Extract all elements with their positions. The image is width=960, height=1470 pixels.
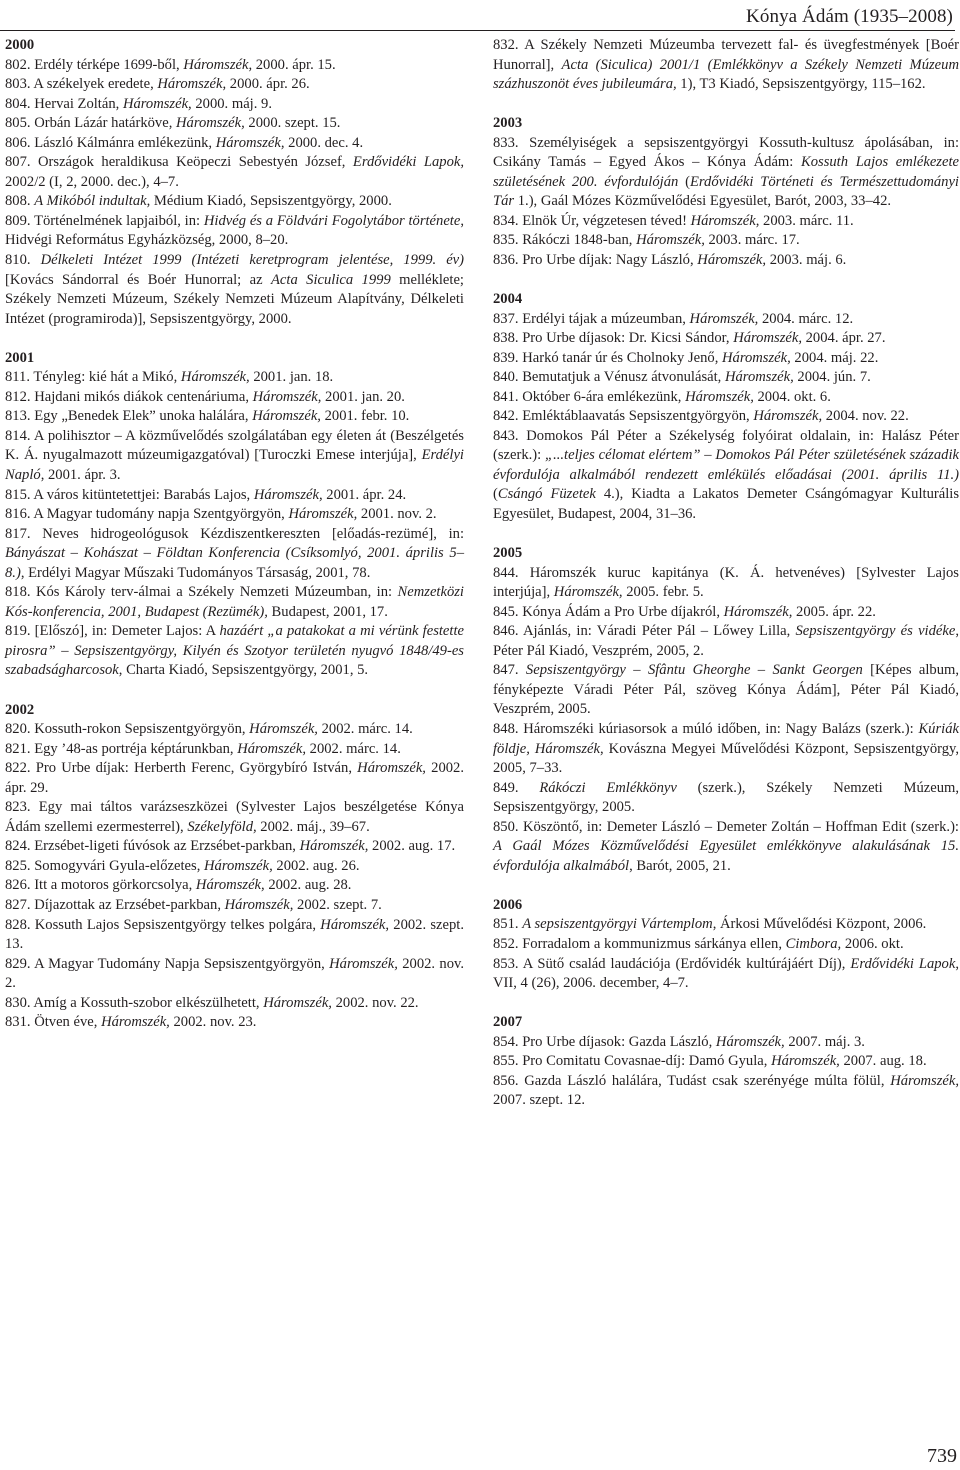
bibliography-entry: [493, 915, 959, 935]
entry-text: 2003. márc. 11.: [759, 212, 854, 229]
bibliography-entry: [5, 407, 464, 427]
bibliography-entry: [5, 759, 464, 798]
bibliography-entry: [5, 740, 464, 760]
entry-title-italic: Háromszék,: [357, 760, 426, 777]
entry-text: 827. Díjazottak az Erzsébet-parkban,: [5, 896, 225, 913]
entry-title-italic: Háromszék,: [180, 369, 250, 386]
year-heading: 2001: [5, 349, 35, 366]
entry-title-italic: Háromszék,: [215, 134, 285, 151]
entry-title-italic: Erdélyi Napló: [5, 447, 464, 483]
entry-title-italic: Délkeleti Intézet 1999 (Intézeti keretprogram jelentése, 1999. év): [40, 252, 465, 269]
entry-text: 2002. máj., 39–67.: [256, 818, 370, 835]
entry-text: 2003. márc. 17.: [704, 232, 800, 249]
bibliography-entry: [5, 95, 464, 115]
entry-title-italic: Háromszék,: [263, 994, 332, 1011]
entry-text: 816. A Magyar tudomány napja Szentgyörgyön,: [5, 506, 289, 523]
year-heading: 2005: [493, 545, 523, 562]
entry-title-italic: Háromszék,: [771, 1053, 840, 1070]
entry-title-italic: Háromszék,: [122, 95, 192, 112]
bibliography-entry: [5, 75, 464, 95]
entry-title-italic: Háromszék,: [723, 603, 793, 620]
entry-text: 826. Itt a motoros görkorcsolya,: [5, 877, 196, 894]
entry-text: 855. Pro Comitatu Covasnae-díj: Damó Gyula,: [493, 1053, 772, 1070]
bibliography-entry: [5, 388, 464, 408]
entry-text: Médium Kiadó, Sepsiszentgyörgy, 2000.: [150, 193, 392, 210]
bibliography-entry: [5, 720, 464, 740]
entry-title-italic: Háromszék,: [249, 721, 318, 738]
entry-title-italic: Csángó Füzetek: [497, 486, 596, 503]
entry-text: 2007. szept. 12.: [493, 1092, 586, 1109]
entry-text: 848. Háromszéki kúriasorsok a múló időben, in: Nagy Balázs (szerk.):: [493, 721, 919, 737]
entry-text: Budapest, 2001, 17.: [267, 603, 388, 620]
entry-text: , VII, 4 (26), 2006. december, 4–7.: [493, 955, 959, 992]
year-section: [5, 36, 464, 329]
entry-text: 839. Harkó tanár úr és Cholnoky Jenő,: [493, 349, 722, 366]
entry-text: 804. Hervai Zoltán,: [5, 95, 123, 112]
entry-title-italic: A Mikóból indultak,: [34, 193, 151, 210]
entry-text: 2002. nov. 22.: [331, 994, 419, 1011]
entry-text: 814. A polihisztor – A közművelődés szolgálatában egy életen át (Beszélgetés K. Á. nyugalmazott múzeumigazgatóval) [Turoczki Emese interjúja],: [5, 427, 464, 464]
entry-text: , Erdélyi Magyar Műszaki Tudományos Társaság, 2001, 78.: [20, 564, 371, 581]
entry-text: 812. Hajdani mikós diákok centenáriuma,: [5, 388, 253, 405]
bibliography-entry: [493, 427, 959, 525]
entry-text: 830. Amíg a Kossuth-szobor elkészülhetett,: [5, 994, 264, 1011]
entry-text: 2007. aug. 18.: [839, 1053, 927, 1070]
year-section: [5, 349, 464, 681]
bibliography-entry: [493, 818, 959, 877]
entry-text: 2004. ápr. 27.: [801, 330, 886, 347]
entry-title-italic: Háromszék,: [157, 76, 227, 93]
entry-title-italic: Háromszék,: [329, 955, 398, 972]
entry-text: 843. Domokos Pál Péter a Székelység folyóirat oldalain, in: Halász Péter (szerk.):: [493, 427, 959, 464]
bibliography-entry: [5, 525, 464, 584]
entry-text: 2002. aug. 17.: [368, 838, 456, 855]
bibliography-entry: [5, 583, 464, 622]
bibliography-entry: [5, 486, 464, 506]
entry-title-italic: Erdővidéki Történeti és Természettudományi Tár: [493, 173, 959, 210]
running-header: [0, 4, 955, 31]
entry-text: 821. Egy ’48-as portréja képtárunkban,: [5, 740, 238, 757]
entry-title-italic: hazáért „a patakokat a mi vérünk festette pirosra” – Sepsiszentgyörgy, Kilyén és Szotyor területén nyugvó 1848/49-es szabadságharcosok: [5, 623, 464, 679]
entry-title-italic: Háromszék,: [690, 212, 760, 229]
entry-text: 2007. máj. 3.: [784, 1033, 865, 1050]
entry-text: 824. Erzsébet-ligeti fúvósok az Erzsébet-parkban,: [5, 838, 300, 855]
entry-title-italic: Háromszék,: [733, 330, 802, 347]
entry-text: 2004. okt. 6.: [753, 388, 831, 405]
entry-text: 842. Emléktáblaavatás Sepsiszentgyörgyön,: [493, 408, 754, 425]
entry-title-italic: Háromszék,: [715, 1033, 785, 1050]
bibliography-entry: [493, 407, 959, 427]
entry-title-italic: Háromszék,: [697, 251, 767, 268]
entry-title-italic: Háromszék,: [237, 740, 306, 757]
entry-text: , Hidvégi Református Egyházközség, 2000, 8–20.: [5, 212, 464, 249]
entry-text: 803. A székelyek eredete,: [5, 76, 158, 93]
bibliography-entry: [5, 876, 464, 896]
entry-text: 2004. máj. 22.: [790, 349, 879, 366]
entry-text: 829. A Magyar Tudomány Napja Sepsiszentgyörgyön,: [5, 955, 330, 972]
entry-text: 811. Tényleg: kié hát a Mikó,: [5, 369, 181, 386]
entry-text: 809. Történelmének lapjaiból, in:: [5, 212, 204, 229]
entry-title-italic: Háromszék,: [252, 388, 322, 405]
entry-title-italic: Háromszék,: [685, 388, 754, 405]
entry-text: 828. Kossuth Lajos Sepsiszentgyörgy telkes polgára,: [5, 916, 321, 933]
year-heading: 2006: [493, 896, 523, 913]
year-section: [493, 36, 959, 95]
entry-text: [Képes album, fényképezte Váradi Péter Pál, szöveg Kónya Ádám], Péter Pál Kiadó, Veszprém, 2005.: [493, 662, 959, 718]
bibliography-entry: [493, 661, 959, 720]
bibliography-entry: [5, 427, 464, 486]
bibliography-entry: [5, 212, 464, 251]
entry-text: 853. A Sütő család laudációja (Erdővidék kultúrájáért Díj),: [493, 955, 851, 972]
entry-text: , 2001. ápr. 3.: [40, 466, 121, 483]
entry-title-italic: Háromszék,: [753, 408, 823, 425]
entry-title-italic: Háromszék,: [252, 408, 321, 425]
year-section: [493, 290, 959, 525]
entry-text: 2000. máj. 9.: [191, 95, 272, 112]
entry-text: 2001. nov. 2.: [357, 506, 437, 523]
entry-text: 2002. nov. 23.: [169, 1014, 257, 1031]
entry-text: 2001. febr. 10.: [320, 408, 410, 425]
left-column: [5, 36, 464, 1052]
entry-text: 807. Országok heraldikusa Keöpeczi Sebestyén József,: [5, 154, 353, 171]
bibliography-entry: [5, 505, 464, 525]
entry-title-italic: Bányászat – Kohászat – Földtan Konferencia (Csíksomlyó, 2001. április 5–8.): [5, 545, 464, 581]
entry-text: 802. Erdély térképe 1699-ből,: [5, 56, 184, 73]
bibliography-entry: [493, 134, 959, 212]
bibliography-entry: [5, 56, 464, 76]
bibliography-entry: [493, 622, 959, 661]
entry-title-italic: Háromszék,: [101, 1014, 170, 1031]
bibliography-entry: [493, 720, 959, 779]
bibliography-entry: [493, 564, 959, 603]
entry-title-italic: Háromszék,: [890, 1072, 959, 1089]
entry-title-italic: Kúriák földje, Háromszék: [493, 721, 959, 757]
entry-text: 840. Bemutatjuk a Vénusz átvonulását,: [493, 369, 725, 386]
entry-text: 847.: [493, 662, 526, 679]
entry-title-italic: Székelyföld,: [187, 818, 257, 835]
entry-text: 4.), Kiadta a Lakatos Demeter Csángómagyar Kulturális Egyesület, Budapest, 2004, 31–36.: [493, 486, 959, 523]
page-number: 739: [927, 1445, 957, 1467]
year-section: [493, 544, 959, 876]
bibliography-entry: [5, 153, 464, 192]
entry-text: , Kovászna Megyei Művelődési Központ, Sepsiszentgyörgy, 2005, 7–33.: [493, 740, 960, 777]
entry-text: , Péter Pál Kiadó, Veszprém, 2005, 2.: [493, 623, 959, 659]
bibliography-entry: [493, 231, 959, 251]
entry-title-italic: Cimbora,: [785, 935, 842, 952]
bibliography-entry: [5, 1013, 464, 1033]
entry-text: 2002. szept. 13.: [5, 916, 464, 953]
bibliography-entry: [493, 368, 959, 388]
entry-title-italic: Háromszék,: [288, 506, 358, 523]
entry-text: melléklete; Székely Nemzeti Múzeum, Székely Nemzeti Múzeum Alapítvány, Délkeleti Intézet (programiroda)], Sepsiszentgyörgy, 2000.: [5, 271, 464, 327]
entry-title-italic: A Gaál Mózes Közművelődési Egyesület emlékkönyve alakulásának 15. évfordulója alkalmából: [493, 838, 959, 874]
entry-text: 846. Ajánlás, in: Váradi Péter Pál – Lőwey Lilla,: [493, 623, 796, 640]
entry-text: 2002. aug. 26.: [272, 857, 360, 874]
entry-text: 2004. nov. 22.: [822, 408, 909, 425]
entry-text: 806. László Kálmánra emlékezünk,: [5, 134, 216, 151]
year-section: [5, 701, 464, 1033]
entry-text: 835. Rákóczi 1848-ban,: [493, 232, 637, 249]
entry-title-italic: „...teljes célomat elértem” – Domokos Pál Péter születésének századik évfordulója alkalmából rendezett emlékülés előadásai (2001. április 11.): [493, 447, 959, 483]
bibliography-entry: [5, 798, 464, 837]
year-section: [493, 1013, 959, 1111]
entry-text: 2000. ápr. 15.: [252, 56, 336, 73]
entry-text: 844. Háromszék kuruc kapitánya (K. Á. hetvenéves) [Sylvester Lajos interjúja],: [493, 564, 959, 601]
bibliography-entry: [493, 1052, 959, 1072]
entry-text: 2002. aug. 28.: [264, 877, 352, 894]
year-heading: 2004: [493, 291, 523, 308]
entry-text: 2002. nov. 2.: [5, 955, 464, 992]
bibliography-entry: [5, 192, 464, 212]
entry-text: 854. Pro Urbe díjasok: Gazda László,: [493, 1033, 716, 1050]
entry-text: 837. Erdélyi tájak a múzeumban,: [493, 310, 690, 327]
entry-text: 825. Somogyvári Gyula-előzetes,: [5, 857, 204, 874]
entry-title-italic: Háromszék,: [195, 877, 265, 894]
bibliography-entry: [493, 603, 959, 623]
entry-text: 810.: [5, 252, 41, 269]
entry-title-italic: Háromszék,: [724, 369, 794, 386]
entry-text: 2002. márc. 14.: [306, 740, 401, 757]
entry-text: 838. Pro Urbe díjasok: Dr. Kicsi Sándor,: [493, 330, 734, 347]
bibliography-entry: [5, 994, 464, 1014]
bibliography-entry: [493, 310, 959, 330]
bibliography-entry: [493, 955, 959, 994]
year-heading: 2007: [493, 1014, 523, 1031]
entry-text: 836. Pro Urbe díjak: Nagy László,: [493, 251, 698, 268]
entry-text: 2000. ápr. 26.: [226, 76, 310, 93]
entry-text: 2005. ápr. 22.: [792, 603, 876, 620]
entry-text: 2002. márc. 14.: [317, 721, 413, 738]
entry-title-italic: Háromszék,: [722, 349, 791, 366]
entry-title-italic: Kossuth Lajos emlékezete születésének 200. évfordulóján: [493, 154, 959, 190]
entry-title-italic: Háromszék,: [320, 916, 390, 933]
entry-text: 2002. ápr. 29.: [5, 760, 464, 796]
entry-text: 820. Kossuth-rokon Sepsiszentgyörgyön,: [5, 721, 250, 738]
entry-text: 832. A Székely Nemzeti Múzeumba tervezett fal- és üvegfestmények [Boér Hunorral],: [493, 37, 959, 73]
entry-text: 823. Egy mai táltos varázseszközei (Sylvester Lajos beszélgetése Kónya Ádám szellemi ezermesterrel),: [5, 799, 464, 835]
bibliography-entry: [5, 837, 464, 857]
bibliography-entry: [5, 114, 464, 134]
entry-text: 834. Elnök Úr, végzetesen téved!: [493, 212, 691, 229]
entry-title-italic: Háromszék,: [689, 310, 759, 327]
bibliography-entry: [493, 388, 959, 408]
bibliography-entry: [5, 251, 464, 329]
entry-text: 808.: [5, 193, 35, 210]
entry-text: 2002/2 (I, 2, 2000. dec.), 4–7.: [5, 173, 179, 190]
bibliography-entry: [5, 622, 464, 681]
entry-text: 856. Gazda László halálára, Tudást csak szerényége múlta fölül,: [493, 1072, 891, 1089]
entry-text: 1.), Gaál Mózes Közművelődési Egyesület, Barót, 2003, 33–42.: [514, 193, 892, 210]
bibliography-entry: [493, 329, 959, 349]
entry-text: , Árkosi Művelődési Központ, 2006.: [712, 916, 927, 933]
entry-title-italic: Háromszék,: [224, 896, 294, 913]
entry-title-italic: Háromszék,: [299, 838, 369, 855]
entry-text: (: [493, 486, 498, 503]
entry-title-italic: Sepsiszentgyörgy – Sfântu Gheorghe – Sankt Georgen: [525, 662, 863, 679]
entry-text: 805. Orbán Lázár határköve,: [5, 115, 176, 132]
entry-text: 2001. jan. 18.: [249, 369, 334, 386]
entry-text: 1), T3 Kiadó, Sepsiszentgyörgy, 115–162.: [676, 76, 926, 93]
bibliography-entry: [5, 955, 464, 994]
entry-title-italic: Háromszék,: [176, 115, 245, 132]
entry-title-italic: Háromszék,: [636, 232, 705, 249]
entry-text: 2006. okt.: [841, 935, 904, 952]
entry-text: (: [678, 173, 690, 190]
bibliography-entry: [493, 349, 959, 369]
entry-text: 849.: [493, 779, 540, 796]
bibliography-entry: [493, 779, 959, 818]
year-section: [493, 114, 959, 270]
entry-title-italic: Háromszék,: [183, 56, 253, 73]
entry-text: 2001. jan. 20.: [321, 388, 405, 405]
entry-title-italic: Rákóczi Emlékkönyv: [539, 779, 677, 796]
entry-text: 2000. szept. 15.: [244, 115, 341, 132]
bibliography-entry: [493, 1033, 959, 1053]
year-section: [493, 896, 959, 994]
bibliography-entry: [5, 857, 464, 877]
bibliography-entry: [493, 1072, 959, 1111]
bibliography-entry: [5, 134, 464, 154]
bibliography-entry: [493, 36, 959, 95]
entry-text: 822. Pro Urbe díjak: Herberth Ferenc, Györgybíró István,: [5, 760, 358, 777]
entry-title-italic: Acta Siculica 1999: [271, 271, 391, 288]
entry-title-italic: Háromszék,: [253, 486, 323, 503]
entry-text: 819. [Előszó], in: Demeter Lajos: A: [5, 623, 220, 640]
entry-text: 851.: [493, 916, 523, 933]
year-heading: 2003: [493, 115, 523, 132]
bibliography-entry: [5, 916, 464, 955]
entry-text: , Charta Kiadó, Sepsiszentgyörgy, 2001, 5.: [118, 662, 369, 679]
entry-text: 2001. ápr. 24.: [322, 486, 407, 503]
entry-text: 852. Forradalom a kommunizmus sárkánya ellen,: [493, 935, 786, 952]
entry-text: 818. Kós Károly terv-álmai a Székely Nemzeti Múzeumban, in:: [5, 584, 398, 601]
entry-title-italic: Háromszék,: [204, 857, 273, 874]
entry-text: 850. Köszöntő, in: Demeter László – Demeter Zoltán – Hoffman Edit (szerk.):: [493, 818, 959, 835]
right-column: [493, 36, 959, 1130]
entry-title-italic: Háromszék,: [553, 584, 623, 601]
entry-title-italic: A sepsiszentgyörgyi Vártemplom: [522, 916, 713, 933]
bibliography-entry: [493, 251, 959, 271]
entry-text: 2004. jún. 7.: [793, 369, 871, 386]
entry-text: (szerk.), Székely Nemzeti Múzeum, Sepsiszentgyörgy, 2005.: [493, 779, 960, 816]
entry-text: 841. Október 6-ára emlékezünk,: [493, 388, 686, 405]
entry-text: 2003. máj. 6.: [766, 251, 847, 268]
bibliography-entry: [5, 368, 464, 388]
year-heading: 2002: [5, 701, 35, 718]
entry-title-italic: Acta (Siculica) 2001/1 (Emlékkönyv a Székely Nemzeti Múzeum százhuszonöt éves jubileumára,: [493, 56, 959, 93]
entry-text: 831. Ötven éve,: [5, 1014, 102, 1031]
entry-text: 2000. dec. 4.: [284, 134, 364, 151]
entry-text: [Kovács Sándorral és Boér Hunorral; az: [5, 271, 271, 288]
entry-text: 845. Kónya Ádám a Pro Urbe díjakról,: [493, 603, 724, 620]
year-heading: 2000: [5, 37, 35, 53]
entry-text: 2004. márc. 12.: [758, 310, 854, 327]
bibliography-entry: [493, 212, 959, 232]
entry-title-italic: Hidvég és a Földvári Fogolytábor története: [203, 212, 461, 229]
entry-text: 2002. szept. 7.: [293, 896, 382, 913]
header-title: Kónya Ádám (1935–2008): [746, 6, 953, 27]
entry-text: 813. Egy „Benedek Elek” unoka halálára,: [5, 408, 253, 425]
entry-title-italic: Nemzetközi Kós-konferencia, 2001, Budapest (Rezümék),: [5, 584, 464, 620]
entry-title-italic: Sepsiszentgyörgy és vidéke: [795, 623, 956, 640]
entry-text: 833. Személyiségek a sepsiszentgyörgyi Kossuth-kultusz ápolásában, in: Csikány Tamás – Egyed Ákos – Kónya Ádám:: [493, 134, 959, 171]
entry-text: 815. A város kitüntetettjei: Barabás Lajos,: [5, 486, 254, 503]
entry-text: 2005. febr. 5.: [622, 584, 704, 601]
entry-text: 817. Neves hidrogeológusok Kézdiszentkereszten [előadás-rezümé], in:: [5, 525, 464, 542]
bibliography-entry: [5, 896, 464, 916]
entry-title-italic: Erdővidéki Lapok,: [352, 154, 465, 171]
bibliography-entry: [493, 935, 959, 955]
entry-text: , Barót, 2005, 21.: [629, 857, 731, 874]
entry-title-italic: Erdővidéki Lapok: [850, 955, 956, 972]
